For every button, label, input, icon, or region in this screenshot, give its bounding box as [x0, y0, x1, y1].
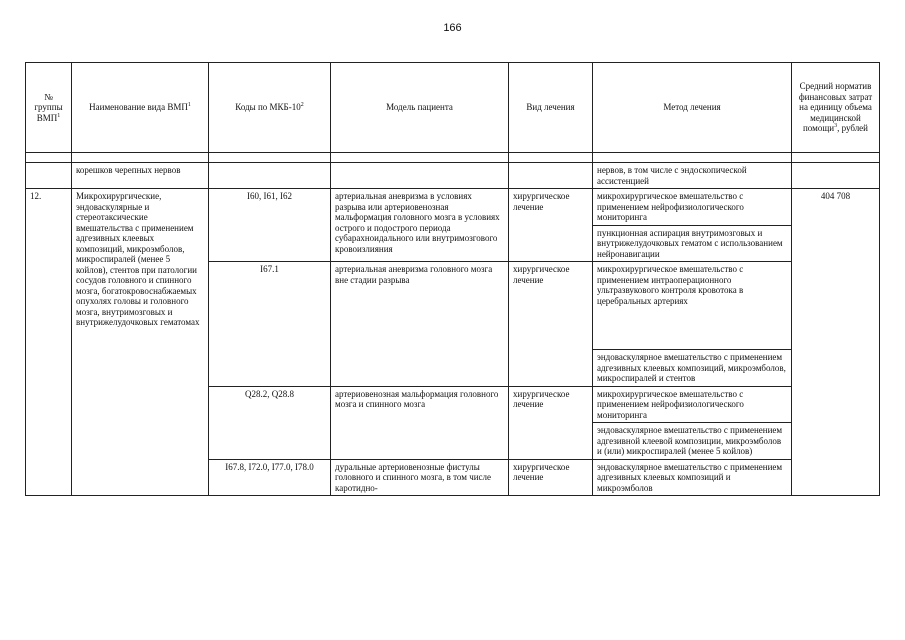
treatment-method: эндоваскулярное вмешательство с применением адгезивной клеевой композиции, микроэмболов и (или) микроспиралей (менее 5 койлов)	[593, 423, 792, 460]
continuation-method: нервов, в том числе с эндоскопической ассистенцией	[593, 163, 792, 189]
patient-model: артериовенозная мальформация головного мозга и спинного мозга	[331, 386, 509, 459]
patient-model: артериальная аневризма в условиях разрыва или артериовенозная мальформация головного мозга в условиях острого и подострого периода субарахноидального или внутримозгового кровоизлияния	[331, 189, 509, 262]
treatment-type: хирургическое лечение	[509, 459, 593, 496]
continuation-name: корешков черепных нервов	[72, 163, 209, 189]
header-row	[26, 63, 880, 153]
mkb-codes: I67.1	[209, 262, 331, 387]
header-group: № группы ВМП$^1$	[26, 63, 72, 153]
patient-model: артериальная аневризма головного мозга вне стадии разрыва	[331, 262, 509, 387]
treatment-type: хирургическое лечение	[509, 262, 593, 387]
treatment-method: микрохирургическое вмешательство с применением нейрофизиологического мониторинга	[593, 189, 792, 226]
header-name: Наименование вида ВМП$^1$	[72, 63, 209, 153]
group-number: 12.	[26, 189, 72, 496]
mkb-codes: Q28.2, Q28.8	[209, 386, 331, 459]
patient-model: дуральные артериовенозные фистулы головного и спинного мозга, в том числе каротидно-	[331, 459, 509, 496]
treatment-method: пункционная аспирация внутримозговых и внутрижелудочковых гематом с использованием нейронавигации	[593, 225, 792, 262]
header-method: Метод лечения	[593, 63, 792, 153]
treatment-method: эндоваскулярное вмешательство с применением адгезивных клеевых композиций и микроэмболов	[593, 459, 792, 496]
table-row	[26, 189, 880, 226]
page-number: 166	[443, 22, 462, 34]
vmp-name: Микрохирургические, эндоваскулярные и стереотаксические вмешательства с применением адгезивных клеевых композиций, микроэмболов, микроспиралей (менее 5 койлов), стентов при патологии сосудов головного и спинного мозга, богатокровоснабжаемых опухолях головы и головного мозга, внутримозговых и внутрижелудочковых гематомах	[72, 189, 209, 496]
treatment-method: микрохирургическое вмешательство с применением интраоперационного ультразвукового контроля кровотока в церебральных артериях	[593, 262, 792, 350]
average-cost: 404 708	[792, 189, 880, 496]
treatment-method: микрохирургическое вмешательство с применением нейрофизиологического мониторинга	[593, 386, 792, 423]
treatment-type: хирургическое лечение	[509, 189, 593, 262]
continuation-row	[26, 163, 880, 189]
header-cost: Средний норматив финансовых затрат на единицу объема медицинской помощи$^3$, рублей	[792, 63, 880, 153]
header-codes: Коды по МКБ-$10^2$	[209, 63, 331, 153]
header-type: Вид лечения	[509, 63, 593, 153]
mkb-codes: I67.8, I72.0, I77.0, I78.0	[209, 459, 331, 496]
spacer-row	[26, 153, 880, 163]
vmp-table	[25, 62, 880, 496]
mkb-codes: I60, I61, I62	[209, 189, 331, 262]
treatment-method: эндоваскулярное вмешательство с применением адгезивных клеевых композиций, микроэмболов, микроспиралей и стентов	[593, 350, 792, 387]
header-model: Модель пациента	[331, 63, 509, 153]
treatment-type: хирургическое лечение	[509, 386, 593, 459]
